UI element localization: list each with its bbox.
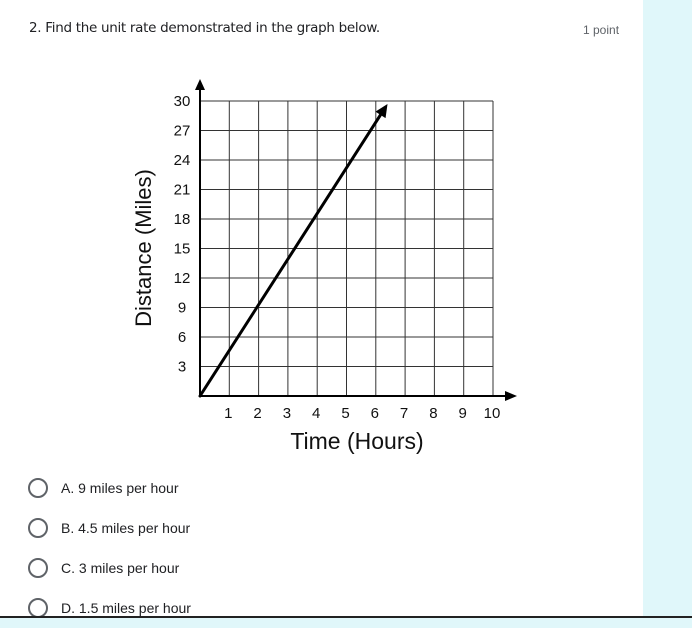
option-b[interactable] (28, 508, 191, 548)
y-tick-label: 27 (173, 122, 191, 140)
x-tick-label: 8 (429, 405, 438, 422)
x-tick-label: 4 (312, 405, 321, 422)
radio-button[interactable] (28, 598, 48, 618)
y-axis-arrow (195, 79, 205, 90)
radio-button[interactable] (28, 518, 48, 538)
option-label: A. 9 miles per hour (61, 480, 179, 496)
y-axis-label: Distance (Miles) (131, 169, 156, 327)
radio-button[interactable] (28, 558, 48, 578)
y-tick-label: 21 (173, 181, 191, 199)
y-tick-label: 30 (173, 93, 191, 110)
x-axis-arrow (505, 391, 517, 401)
option-a[interactable] (28, 468, 191, 508)
option-d[interactable] (28, 588, 191, 628)
x-tick-label: 1 (224, 405, 233, 422)
y-tick-label: 3 (177, 358, 187, 376)
x-axis-label: Time (Hours) (290, 428, 424, 454)
x-tick-label: 6 (370, 405, 379, 422)
y-tick-label: 12 (173, 270, 191, 287)
x-tick-label: 3 (282, 405, 292, 422)
x-tick-labels (224, 405, 500, 422)
option-label: B. 4.5 miles per hour (61, 520, 191, 536)
x-tick-label: 10 (483, 405, 501, 422)
option-c[interactable] (28, 548, 191, 588)
x-tick-label: 9 (458, 405, 467, 422)
axes (195, 79, 517, 401)
data-lines (200, 104, 388, 396)
grid-lines (200, 101, 493, 396)
y-tick-label: 6 (177, 329, 187, 346)
y-tick-label: 24 (173, 152, 191, 169)
option-label: D. 1.5 miles per hour (61, 600, 191, 616)
series-line (200, 112, 382, 396)
y-tick-label: 15 (173, 240, 191, 258)
x-tick-label: 7 (399, 405, 409, 422)
y-tick-label: 9 (177, 299, 187, 317)
option-label: C. 3 miles per hour (61, 560, 180, 576)
question-text: 2. Find the unit rate demonstrated in the graph below. (29, 20, 380, 36)
points-label: 1 point (583, 23, 620, 37)
y-tick-label: 18 (173, 211, 191, 228)
y-tick-labels (174, 93, 191, 376)
x-tick-label: 2 (253, 405, 262, 422)
answer-options (28, 468, 191, 628)
radio-button[interactable] (28, 478, 48, 498)
x-tick-label: 5 (341, 405, 350, 422)
